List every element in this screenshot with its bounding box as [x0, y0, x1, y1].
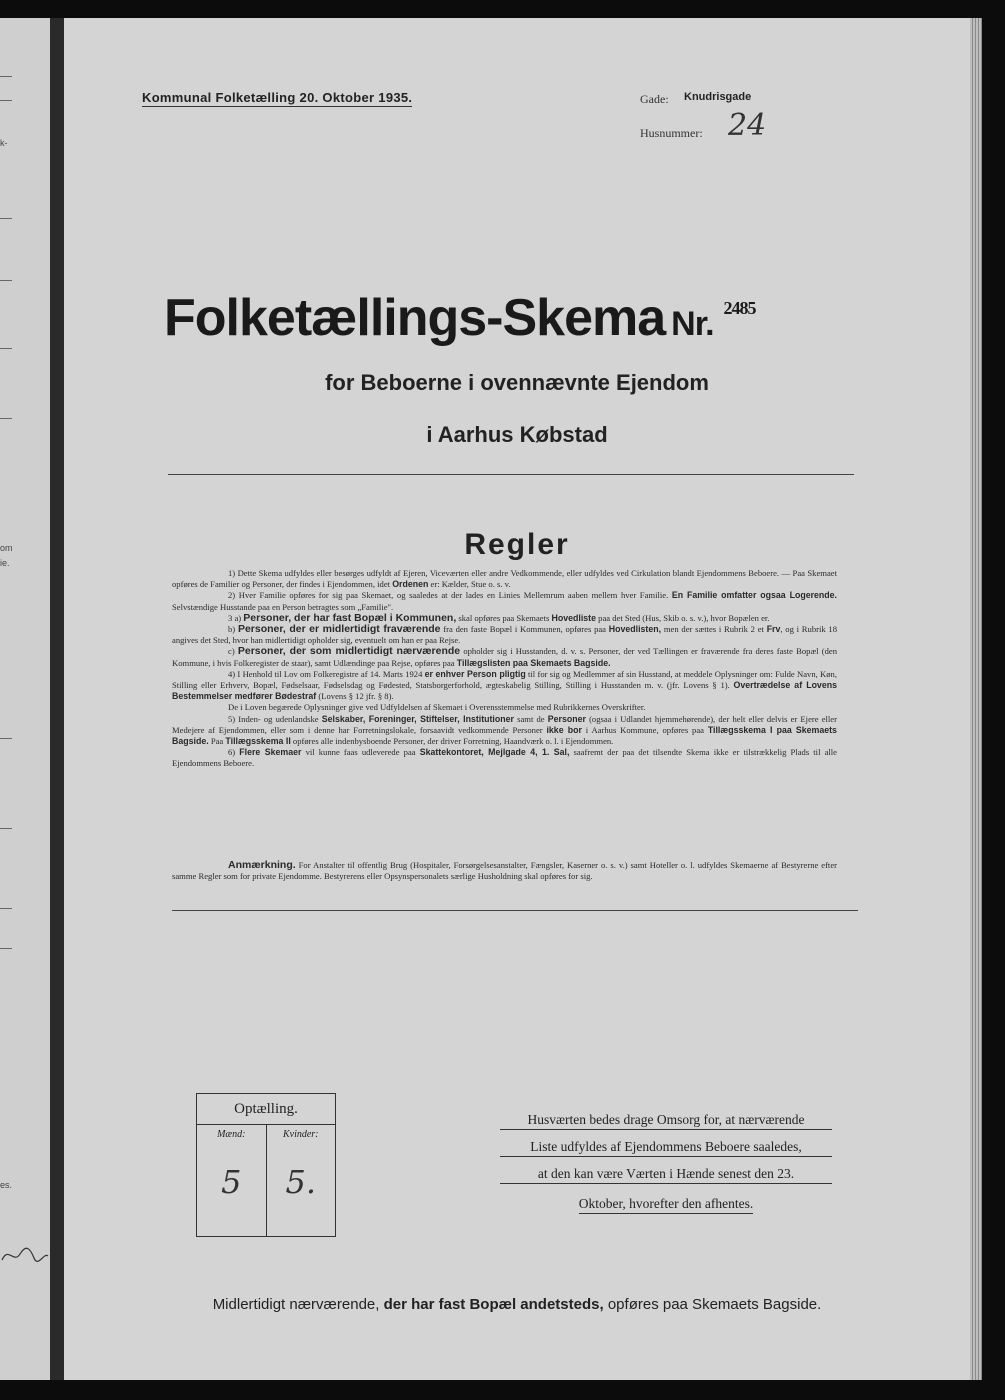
- ledger-rule: [0, 908, 12, 909]
- rule-6: 6) Flere Skemaer vil kunne faas udleverede paa Skattekontoret, Mejlgade 4, 1. Sal, saafremt der paa det tilsendte Skema ikke er tilstrækkelig Plads til alle Ejendommens Beboere.: [172, 747, 837, 769]
- annotation-label: Anmærkning.: [228, 859, 296, 871]
- notice-line: Husværten bedes drage Omsorg for, at nærværende: [500, 1110, 832, 1130]
- annotation-note: [172, 860, 837, 882]
- tally-women-column: [266, 1125, 336, 1236]
- rule-2: 2) Hver Familie opføres for sig paa Skemaet, og saaledes at der lades en Linies Mellemrum aaben mellem hver Familie. En Familie omfatter ogsaa Logerende. Selvstændige Husstande paa en Person betragtes som „Familie".: [172, 590, 837, 612]
- notice-line: Oktober, hvorefter den afhentes.: [579, 1194, 754, 1214]
- rule-4-note: De i Loven begærede Oplysninger give ved Udfyldelsen af Skemaet i Overensstemmelse med Rubrikkernes Overskrifter.: [228, 702, 646, 713]
- signature-scrawl: [0, 1240, 50, 1270]
- ledger-rule: [0, 76, 12, 77]
- census-header: Kommunal Folketælling 20. Oktober 1935.: [142, 90, 413, 105]
- page-stack-edge: [970, 18, 982, 1380]
- house-number-label: Husnummer:: [640, 126, 703, 140]
- rule-3b: b) Personer, der er midlertidigt fraværende fra den faste Bopæl i Kommunen, opføres paa Hovedlisten, men der sættes i Rubrik 2 et Frv, og i Rubrik 18 angives det Sted, hvor han midlertidigt opholder sig, eventuelt om han er paa Rejse.: [172, 623, 838, 646]
- page-fragment-text: k-: [0, 138, 8, 148]
- notice-line: at den kan være Værten i Hænde senest den 23.: [500, 1164, 832, 1184]
- book-gutter: [50, 18, 64, 1380]
- landlord-notice: [500, 1110, 832, 1221]
- rule-5: 5) Inden- og udenlandske Selskaber, Foreninger, Stiftelser, Institutioner samt de Personer (ogsaa i Udlandet hjemmehørende), der helt eller delvis er Ejere eller Medejere af Ejendommen, eller som i denne har Forretningslokale, forsaavidt vedkommende Personer ikke bor i Aarhus Kommune, opføres paa Tillægsskema I paa Skemaets Bagside. Paa Tillægsskema II opføres alle indenbysboende Personer, der driver Forretning, Haandværk o. l. i Ejendommen.: [172, 713, 837, 747]
- census-form-page: [64, 18, 970, 1380]
- form-subtitle: for Beboerne i ovennævnte Ejendom: [325, 370, 709, 395]
- rules-heading: Regler: [464, 528, 570, 561]
- ledger-rule: [0, 348, 12, 349]
- tally-men-column: [197, 1125, 266, 1236]
- form-title-text: Folketællings-Skema: [164, 289, 666, 347]
- women-count: 5.: [285, 1163, 317, 1201]
- annotation-text: For Anstalter til offentlig Brug (Hospitaler, Forsørgelsesanstalter, Fængsler, Kaserner o. s. v.) samt Hoteller o. l. udfyldes Skemaerne af Bestyrerne efter samme Regler som for private Ejendomme. Bestyrerens eller Opsynspersonalets særlige Husholdning skal opføres for sig.: [172, 860, 837, 882]
- women-label: Kvinder:: [282, 1129, 319, 1140]
- street-label: Gade:: [640, 92, 669, 106]
- ledger-rule: [0, 828, 12, 829]
- men-label: Mænd:: [217, 1129, 246, 1140]
- street-value: Knudrisgade: [684, 91, 752, 103]
- page-fragment-text: es.: [0, 1180, 13, 1190]
- page-fragment-text: ie.: [0, 558, 10, 568]
- rule-3a: 3 a) Personer, der har fast Bopæl i Kommunen, skal opføres paa Skemaets Hovedliste paa det Sted (Hus, Skib o. s. v.), hvor Bopælen er.: [228, 611, 770, 624]
- rule-3c: c) Personer, der som midlertidigt nærværende opholder sig i Husstanden, d. v. s. Personer, der ved Tællingen er fraværende fra deres faste Bopæl (den Kommune, i hvis Folkeregister de staar), samt Udlændinge paa Rejse, opføres paa Tillægslisten paa Skemaets Bagside.: [172, 645, 838, 668]
- footer-text: Midlertidigt nærværende,: [212, 1296, 380, 1313]
- footer-emphasis: der har fast Bopæl andetsteds,: [383, 1296, 604, 1313]
- footer-text: opføres paa Skemaets Bagside.: [607, 1296, 822, 1313]
- page-fragment-text: om: [0, 543, 13, 553]
- rules-text: [172, 568, 837, 770]
- house-number-value: 24: [728, 108, 767, 143]
- divider-line: [172, 910, 858, 911]
- ledger-rule: [0, 280, 12, 281]
- ledger-rule: [0, 738, 12, 739]
- ledger-rule: [0, 100, 12, 101]
- notice-line: Liste udfyldes af Ejendommens Beboere saaledes,: [500, 1137, 832, 1157]
- rule-1: 1) Dette Skema udfyldes eller besørges udfyldt af Ejeren, Viceværten eller andre Vedkommende, eller udfyldes ved Cirkulation blandt Ejendommens Beboere. — Paa Skemaet opføres de Familier og Personer, der findes i Ejendommen, idet Ordenen er: Kælder, Stue o. s. v.: [172, 568, 837, 590]
- footer-note: [64, 1296, 970, 1313]
- men-count: 5: [221, 1163, 242, 1201]
- ledger-rule: [0, 418, 12, 419]
- form-title: [164, 288, 756, 348]
- divider-line: [168, 474, 854, 475]
- rule-4: 4) I Henhold til Lov om Folkeregistre af 14. Marts 1924 er enhver Person pligtig til for sig og Medlemmer af sin Husstand, at meddele Oplysninger om: Fulde Navn, Køn, Stilling eller Erhverv, Bopæl, Fødselsaar, Fødselsdag og Fødested, Statsborgerforhold, ægteskabelig Stilling, Stilling i Husstanden m. v. (jfr. Lovens § 1). Overtrædelse af Lovens Bestemmelser medfører Bødestraf (Lovens § 12 jfr. § 8).: [172, 668, 837, 702]
- previous-page-edge: [0, 18, 50, 1380]
- form-city: i Aarhus Købstad: [426, 422, 608, 447]
- ledger-rule: [0, 948, 12, 949]
- tally-box: [196, 1093, 336, 1237]
- form-number: 2485: [723, 298, 756, 318]
- form-nr-label: Nr.: [671, 305, 714, 343]
- tally-heading: Optælling.: [197, 1094, 335, 1125]
- ledger-rule: [0, 218, 12, 219]
